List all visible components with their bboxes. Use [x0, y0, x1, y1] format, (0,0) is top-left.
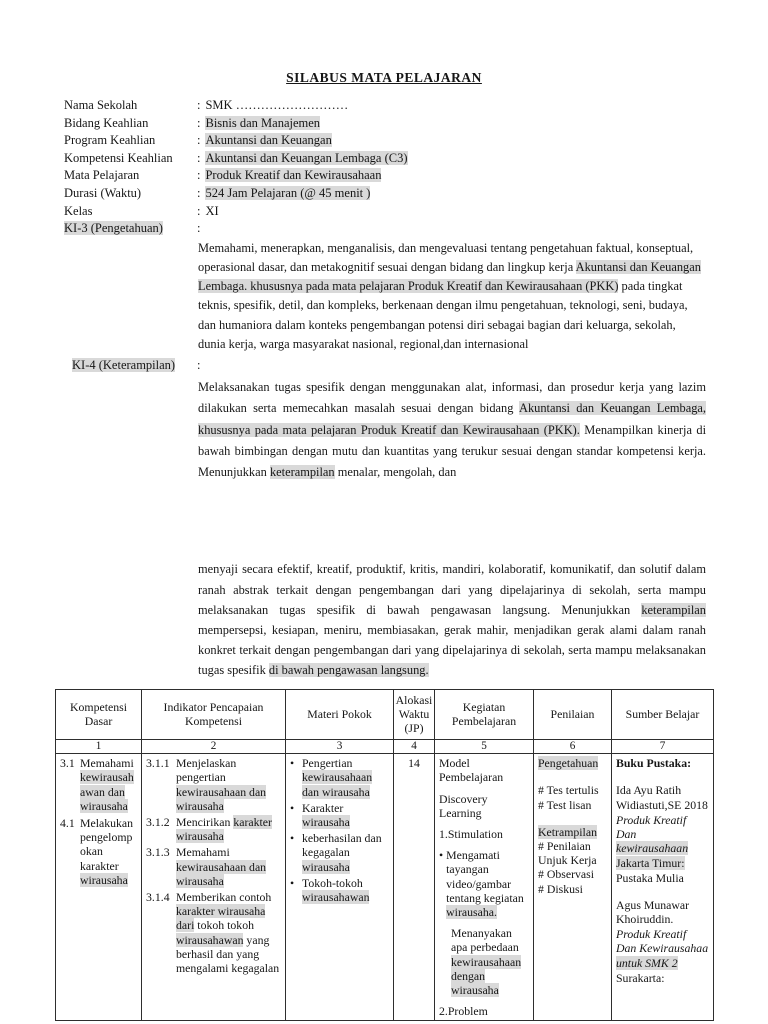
materi-item [290, 756, 389, 799]
text-run: # Tes tertulis [538, 783, 599, 798]
continuation-paragraph [198, 559, 706, 680]
metadata-label [64, 185, 197, 203]
metadata-colon: : [197, 185, 201, 200]
materi-text [302, 831, 389, 874]
highlighted-text-run: Akuntansi dan Keuangan Lembaga (C3) [205, 150, 408, 165]
penilaian-line [538, 825, 607, 839]
metadata-row [64, 97, 768, 115]
metadata-row [64, 203, 768, 221]
text-run: Melakukan pengelompokan karakter [80, 815, 134, 873]
sumber-paragraph [616, 898, 709, 926]
bullet-glyph: • [439, 848, 444, 863]
indikator-item [146, 890, 281, 975]
column-header-kompetensi-dasar: Kompetensi Dasar [56, 689, 142, 739]
text-run: Surakarta: [616, 970, 665, 985]
highlighted-text-run: KI-4 (Keterampilan) [72, 357, 176, 372]
materi-text [302, 801, 389, 829]
metadata-row [64, 220, 768, 238]
column-header-kegiatan: Kegiatan Pembelajaran [435, 689, 534, 739]
cell-penilaian [534, 754, 612, 1021]
metadata-row [64, 115, 768, 133]
text-run: SMK ……………………… [205, 98, 349, 112]
bullet-glyph: • [290, 875, 295, 890]
highlighted-text-run: di bawah pengawasan langsung. [268, 663, 429, 678]
penilaian-line [538, 867, 607, 881]
sumber-paragraph [616, 813, 709, 856]
column-number-row [56, 739, 714, 754]
metadata-label [64, 220, 197, 238]
text-run: # Diskusi [538, 881, 583, 896]
metadata-label [64, 132, 197, 150]
metadata-label [64, 167, 197, 185]
metadata-row [64, 167, 768, 185]
indikator-text [176, 890, 281, 975]
highlighted-text-run: kewirausahaan [616, 841, 689, 856]
text-run: Kelas [64, 203, 93, 218]
cell-kegiatan [435, 754, 534, 1021]
highlighted-text-run: Pengetahuan [538, 756, 599, 771]
text-run: pada tingkat teknis, spesifik, detil, dan kompleks, berkenaan dengan ilmu pengetahuan, teknologi, seni, budaya, dan humaniora dalam konteks pengembangan potensi diri sebagai bagian dari keluarga, sekolah, dunia kerja, warga masyarakat nasional, regional,dan internasional [198, 279, 688, 351]
column-number: 3 [286, 739, 394, 754]
highlighted-text-run: wirausahawan [302, 890, 370, 904]
text-run: yang berhasil dan yang mengalami kegagalan [176, 932, 280, 976]
sumber-paragraph [616, 927, 709, 970]
text-run: mempersepsi, kesiapan, meniru, membiasakan, gerak mahir, menjadikan gerak alami dalam ranah konkret terkait dengan pengembangan dari yang dipelajarinya di sekolah, serta mampu melaksanakan tugas spesifik [198, 623, 706, 678]
highlighted-text-run: Bisnis dan Manajemen [205, 115, 321, 130]
metadata-value [205, 185, 370, 203]
text-run: Buku Pustaka: [616, 756, 692, 771]
penilaian-line [538, 839, 607, 867]
highlighted-text-run: wirausaha [302, 859, 350, 874]
text-run: Karakter [302, 800, 344, 815]
column-number: 5 [435, 739, 534, 754]
silabus-table [55, 689, 714, 1022]
highlighted-text-run: kewirausahawan dan wirausaha [80, 770, 134, 813]
metadata-value [205, 97, 348, 115]
metadata-row [64, 185, 768, 203]
kegiatan-step: 1.Stimulation [439, 826, 503, 841]
column-number: 2 [142, 739, 286, 754]
highlighted-text-run: Produk Kreatif dan Kewirausahaan [205, 168, 382, 183]
text-run: Nama Sekolah [64, 98, 138, 112]
metadata-label [64, 203, 197, 221]
indikator-item [146, 815, 281, 843]
indikator-number: 3.1.3 [146, 845, 170, 860]
indikator-number: 3.1.2 [146, 814, 170, 829]
cell-materi-pokok [286, 754, 394, 1021]
kd-number: 4.1 [60, 815, 75, 830]
metadata-value [205, 150, 407, 168]
materi-text [302, 756, 389, 799]
metadata-block [64, 97, 768, 238]
metadata-row [64, 132, 768, 150]
text-run: Program Keahlian [64, 133, 156, 148]
text-run: menyaji secara efektif, kreatif, produktif, kritis, mandiri, kolaboratif, komunikatif, dan solutif dalam ranah abstrak terkait dengan pengembangan dari yang dipelajarinya di sekolah, serta mampu melaksanakan tugas spesifik di bawah pengawasan langsung. Menunjukkan [198, 562, 706, 617]
kegiatan-model-line: Discovery Learning [439, 791, 488, 820]
column-header-indikator: Indikator Pencapaian Kompetensi [142, 689, 286, 739]
text-run: Menanyakan apa perbedaan [451, 926, 519, 955]
text-run: Pustaka Mulia [616, 870, 684, 885]
cell-kompetensi-dasar [56, 754, 142, 1021]
kegiatan-model-line: Model Pembelajaran [439, 756, 504, 785]
highlighted-text-run: keterampilan [269, 465, 335, 480]
metadata-label [64, 97, 197, 115]
cell-sumber-belajar [612, 754, 714, 1021]
highlighted-text-run: karakter wirausaha dari [176, 904, 266, 933]
penilaian-line [538, 798, 607, 812]
text-run: Tokoh-tokoh [302, 875, 363, 890]
kegiatan-text [446, 848, 529, 919]
metadata-value [205, 115, 320, 133]
metadata-colon: : [197, 115, 201, 130]
highlighted-text-run: wirausaha [302, 814, 350, 829]
kd-text [80, 756, 137, 813]
text-run: Memberikan contoh [176, 890, 272, 904]
sumber-paragraph [616, 783, 709, 811]
indikator-item [146, 845, 281, 888]
highlighted-text-run: wirausaha. [446, 905, 497, 919]
kegiatan-bullet-item [439, 848, 529, 919]
header-row [56, 689, 714, 739]
highlighted-text-run: KI-3 (Pengetahuan) [64, 221, 163, 236]
materi-text [302, 876, 389, 904]
column-header-materi-pokok: Materi Pokok [286, 689, 394, 739]
penilaian-line [538, 882, 607, 896]
text-run: Pengertian [302, 756, 353, 771]
sumber-paragraph [616, 856, 709, 884]
text-run: Menjelaskan pengertian [176, 756, 237, 785]
column-header-alokasi-waktu: Alokasi Waktu (JP) [394, 689, 435, 739]
ki4-paragraph [198, 377, 706, 483]
kegiatan-step: 2.Problem [439, 1004, 488, 1019]
text-run: Kompetensi Keahlian [64, 150, 173, 165]
text-run: # Penilaian Unjuk Kerja [538, 838, 597, 868]
text-run: Mata Pelajaran [64, 168, 140, 183]
highlighted-text-run: 524 Jam Pelajaran (@ 45 menit ) [205, 185, 371, 200]
text-run: Memahami [80, 756, 134, 771]
highlighted-text-run: keterampilan [641, 602, 706, 617]
highlighted-text-run: kewirausahaan dan wirausaha [176, 784, 267, 813]
text-run: Mencirikan [176, 814, 234, 829]
highlighted-text-run: wirausahawan [176, 932, 244, 947]
metadata-row [64, 150, 768, 168]
column-header-penilaian: Penilaian [534, 689, 612, 739]
kegiatan-text [451, 926, 529, 997]
ki3-paragraph [198, 239, 706, 354]
text-run: Bidang Keahlian [64, 115, 149, 130]
metadata-colon: : [197, 221, 201, 236]
ki4-label [72, 357, 197, 374]
penilaian-line [538, 756, 607, 770]
metadata-colon: : [197, 203, 201, 218]
text-run: Produk Kreatif Dan Kewirausahaa [616, 927, 709, 956]
kd-item [60, 756, 137, 813]
column-number: 6 [534, 739, 612, 754]
highlighted-text-run: Akuntansi dan Keuangan [205, 133, 332, 148]
materi-item [290, 831, 389, 874]
metadata-label [64, 115, 197, 133]
sumber-paragraph [616, 971, 709, 985]
bullet-glyph: • [290, 756, 295, 771]
indikator-item [146, 756, 281, 813]
column-number: 4 [394, 739, 435, 754]
text-run: Melaksanakan tugas spesifik dengan menggunakan alat, informasi, dan prosedur kerja yang lazim dilakukan serta memecahkan masalah sesuai dengan bidang [198, 379, 706, 416]
text-run: Durasi (Waktu) [64, 185, 142, 200]
text-run: Memahami [176, 845, 230, 860]
sumber-paragraph [616, 756, 709, 770]
penilaian-line [538, 783, 607, 797]
highlighted-text-run: Akuntansi dan Keuangan Lembaga, khususnya pada mata pelajaran Produk Kreatif dan Kewirausahaan (PKK). [198, 401, 706, 437]
page-title [0, 0, 768, 86]
indikator-text [176, 845, 281, 888]
indikator-number: 3.1.4 [146, 890, 170, 904]
highlighted-text-run: kewirausahaan dan wirausaha [176, 859, 267, 888]
column-number: 1 [56, 739, 142, 754]
kd-number: 3.1 [60, 756, 75, 771]
text-run: Memahami, menerapkan, menganalisis, dan mengevaluasi tentang pengetahuan faktual, konseptual, operasional dasar, dan metakognitif sesuai dengan bidang dan lingkup kerja [198, 240, 694, 274]
text-run: # Observasi [538, 867, 595, 882]
indikator-number: 3.1.1 [146, 756, 170, 771]
highlighted-text-run: karakter wirausaha [176, 814, 272, 844]
text-run: XI [205, 203, 219, 218]
cell-alokasi-waktu: 14 [394, 754, 435, 1021]
table-row [56, 754, 714, 1021]
page-title-text: SILABUS MATA PELAJARAN [286, 70, 482, 85]
metadata-label [64, 150, 197, 168]
highlighted-text-run: Ketrampilan [538, 824, 597, 839]
text-run: Agus Munawar Khoiruddin. [616, 897, 690, 926]
column-number: 7 [612, 739, 714, 754]
column-header-sumber-belajar: Sumber Belajar [612, 689, 714, 739]
cell-indikator [142, 754, 286, 1021]
text-run: keberhasilan dan kegagalan [302, 831, 382, 860]
ki4-row [72, 357, 768, 374]
metadata-colon: : [197, 150, 201, 165]
highlighted-text-run: kewirausahaan dan wirausaha [302, 770, 373, 799]
highlighted-text-run: wirausaha [80, 872, 128, 887]
materi-item [290, 876, 389, 904]
bullet-glyph: • [290, 800, 295, 815]
materi-item [290, 801, 389, 829]
text-run: Ida Ayu Ratih Widiastuti,SE 2018 [616, 783, 708, 812]
metadata-colon: : [197, 133, 201, 148]
kd-item [60, 816, 137, 887]
metadata-value [205, 203, 218, 221]
metadata-value [205, 167, 381, 185]
ki4-colon: : [197, 357, 201, 372]
metadata-colon: : [197, 98, 201, 112]
highlighted-text-run: kewirausahaan dengan wirausaha [451, 954, 522, 998]
text-run: Mengamati tayangan video/gambar tentang kegiatan [446, 848, 524, 905]
text-run: # Test lisan [538, 797, 592, 812]
metadata-colon: : [197, 168, 201, 183]
text-run: Menampilkan kinerja di bawah bimbingan dengan mutu dan kuantitas yang terukur sesuai dengan standar kompetensi kerja. Menunjukkan [198, 422, 707, 480]
indikator-text [176, 815, 281, 843]
highlighted-text-run: untuk SMK 2 [616, 955, 678, 970]
text-run: menalar, mengolah, dan [334, 465, 457, 480]
metadata-value [205, 132, 331, 150]
bullet-glyph: • [290, 831, 295, 846]
indikator-text [176, 756, 281, 813]
highlighted-text-run: Akuntansi dan Keuangan Lembaga. khususnya pada mata pelajaran Produk Kreatif dan Kewirausahaan (PKK) [198, 259, 701, 294]
text-run: Produk Kreatif Dan [616, 812, 687, 841]
highlighted-text-run: Jakarta Timur: [616, 856, 685, 871]
kd-text [80, 816, 137, 887]
text-run: tokoh tokoh [194, 918, 254, 933]
